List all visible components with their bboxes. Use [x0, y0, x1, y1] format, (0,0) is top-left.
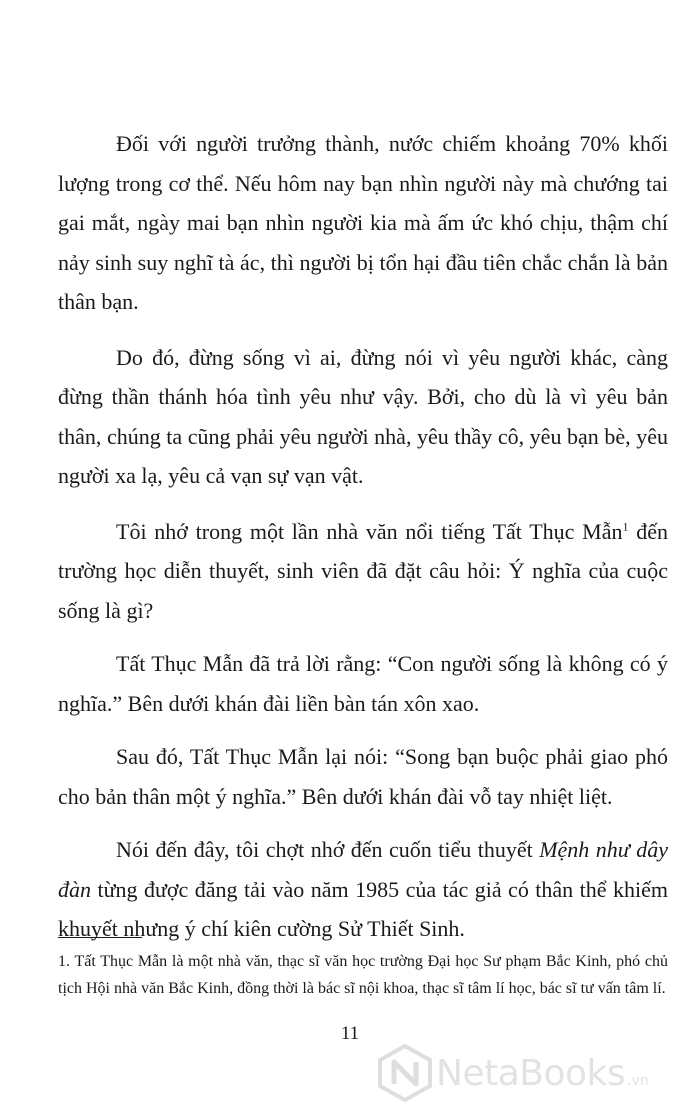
paragraph-2: Do đó, đừng sống vì ai, đừng nói vì yêu người khác, càng đừng thần thánh hóa tình yêu như vậy. Bởi, cho dù là vì yêu bản thân, chúng ta cũng phải yêu người nhà, yêu thầy cô, yêu bạn bè, yêu người xa lạ, yêu cả vạn sự vạn vật. [58, 344, 668, 488]
paragraph-6 [58, 830, 668, 949]
watermark [376, 1044, 696, 1108]
paragraph-6-text-start: Nói đến đây, tôi chợt nhớ đến cuốn tiểu thuyết [116, 837, 540, 862]
paragraph-5: Sau đó, Tất Thục Mẫn lại nói: “Song bạn buộc phải giao phó cho bản thân một ý nghĩa.” Bên dưới khán đài vỗ tay nhiệt liệt. [58, 744, 668, 809]
watermark-brand: NetaBooks [436, 1053, 626, 1094]
paragraph-3 [58, 512, 668, 631]
book-title: Mệnh như dây đàn [58, 837, 669, 902]
watermark-text [436, 1052, 649, 1103]
footnote: 1. Tất Thục Mẫn là một nhà văn, thạc sĩ văn học trường Đại học Sư phạm Bắc Kinh, phó chủ tịch Hội nhà văn Bắc Kinh, đồng thời là bác sĩ nội khoa, thạc sĩ tâm lí học, bác sĩ tư vấn tâm lí. [58, 953, 668, 997]
footnote-divider [58, 937, 142, 938]
watermark-suffix: .vn [627, 1073, 649, 1089]
paragraph-6-text-end: từng được đăng tải vào năm 1985 của tác giả có thân thể khiếm khuyết nhưng ý chí kiên cường Sử Thiết Sinh. [58, 876, 668, 941]
paragraph-3-text-end: đến trường học diễn thuyết, sinh viên đã đặt câu hỏi: Ý nghĩa của cuộc sống là gì? [58, 518, 669, 623]
page-number: 11 [340, 1023, 360, 1044]
page-body [58, 124, 668, 969]
paragraph-4: Tất Thục Mẫn đã trả lời rằng: “Con người sống là không có ý nghĩa.” Bên dưới khán đài liền bàn tán xôn xao. [58, 651, 668, 716]
netabooks-logo-icon [376, 1044, 434, 1102]
paragraph-3-text-start: Tôi nhớ trong một lần nhà văn nổi tiếng Tất Thục Mẫn [116, 518, 623, 544]
footnote-reference: 1 [622, 519, 629, 534]
paragraph-1: Đối với người trưởng thành, nước chiếm khoảng 70% khối lượng trong cơ thể. Nếu hôm nay bạn nhìn người này mà chướng tai gai mắt, ngày mai bạn nhìn người kia mà ấm ức khó chịu, thậm chí nảy sinh suy nghĩ tà ác, thì người bị tổn hại đầu tiên chắc chắn là bản thân bạn. [58, 131, 668, 314]
